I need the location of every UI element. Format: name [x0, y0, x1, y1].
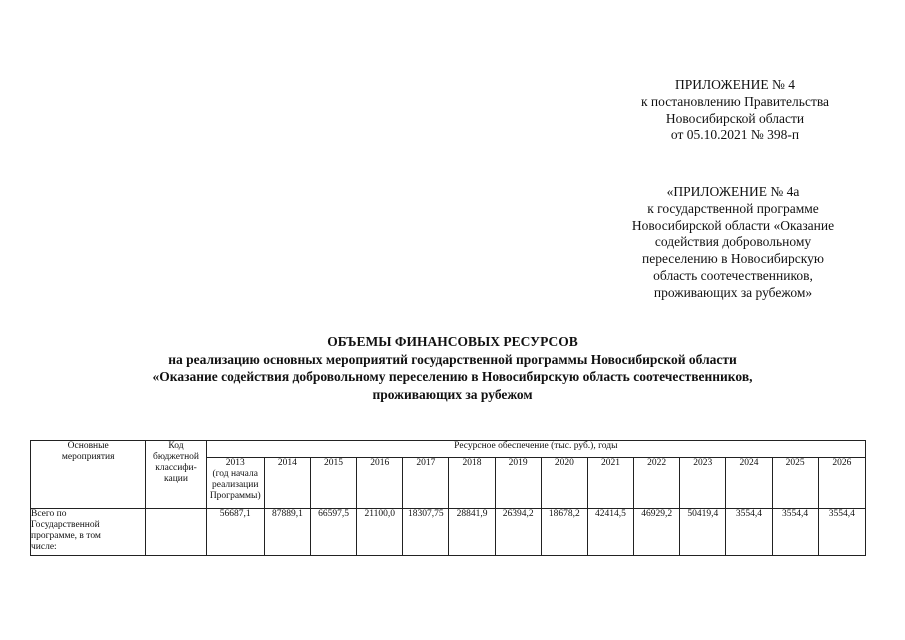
- row-label-total: Всего по Государственной программе, в том числе:: [31, 509, 146, 556]
- year-header: 2021: [587, 458, 633, 509]
- year-header: 2018: [449, 458, 495, 509]
- table-row: [31, 509, 866, 556]
- value-cell: 42414,5: [587, 509, 633, 556]
- year-header: 2023: [680, 458, 726, 509]
- title-line: «Оказание содействия добровольному переселению в Новосибирскую область соотечественников,: [152, 369, 753, 384]
- value-cell: 46929,2: [634, 509, 680, 556]
- year-header: 2016: [357, 458, 403, 509]
- appendix-line: переселению в Новосибирскую: [642, 251, 824, 267]
- value-cell: 18678,2: [541, 509, 587, 556]
- appendix-line: к постановлению Правительства: [640, 93, 830, 109]
- column-header-measures: Основные мероприятия: [31, 441, 146, 509]
- year-header: 2014: [264, 458, 310, 509]
- value-cell: 21100,0: [357, 509, 403, 556]
- appendix-line: «ПРИЛОЖЕНИЕ № 4а: [666, 184, 800, 199]
- appendix-subheader: [598, 184, 868, 302]
- value-cell: 26394,2: [495, 509, 541, 556]
- year-header: 2025: [772, 458, 818, 509]
- appendix-line: к государственной программе: [647, 200, 819, 216]
- column-header-budget-code: Код бюджетной классифи- кации: [146, 441, 206, 509]
- financial-resources-table: [30, 440, 866, 556]
- column-header-resources: Ресурсное обеспечение (тыс. руб.), годы: [206, 441, 865, 458]
- title-line: ОБЪЕМЫ ФИНАНСОВЫХ РЕСУРСОВ: [327, 334, 578, 349]
- value-cell: 3554,4: [818, 509, 865, 556]
- year-header: 2026: [818, 458, 865, 509]
- year-header: 2017: [403, 458, 449, 509]
- year-header: 2024: [726, 458, 772, 509]
- appendix-line: Новосибирской области «Оказание: [631, 217, 835, 233]
- document-title: [60, 333, 845, 403]
- table-header-row: [31, 441, 866, 458]
- appendix-line: область соотечественников,: [653, 267, 813, 283]
- value-cell: 87889,1: [264, 509, 310, 556]
- appendix-line: содействия добровольному: [654, 234, 812, 250]
- title-line: проживающих за рубежом: [372, 386, 533, 402]
- value-cell: 66597,5: [310, 509, 356, 556]
- value-cell: 50419,4: [680, 509, 726, 556]
- value-cell: 3554,4: [726, 509, 772, 556]
- year-header-2013: 2013 (год начала реализации Программы): [206, 458, 264, 509]
- appendix-line: проживающих за рубежом»: [653, 284, 813, 300]
- year-header: 2015: [310, 458, 356, 509]
- appendix-header: [615, 77, 855, 144]
- budget-code-cell: [146, 509, 206, 556]
- value-cell: 18307,75: [403, 509, 449, 556]
- appendix-line: Новосибирской области: [665, 110, 805, 126]
- year-header: 2020: [541, 458, 587, 509]
- value-cell: 28841,9: [449, 509, 495, 556]
- year-header: 2022: [634, 458, 680, 509]
- year-header: 2019: [495, 458, 541, 509]
- title-line: на реализацию основных мероприятий государственной программы Новосибирской области: [168, 351, 737, 367]
- appendix-line: от 05.10.2021 № 398-п: [670, 127, 800, 143]
- value-cell: 3554,4: [772, 509, 818, 556]
- value-cell: 56687,1: [206, 509, 264, 556]
- appendix-line: ПРИЛОЖЕНИЕ № 4: [674, 77, 796, 92]
